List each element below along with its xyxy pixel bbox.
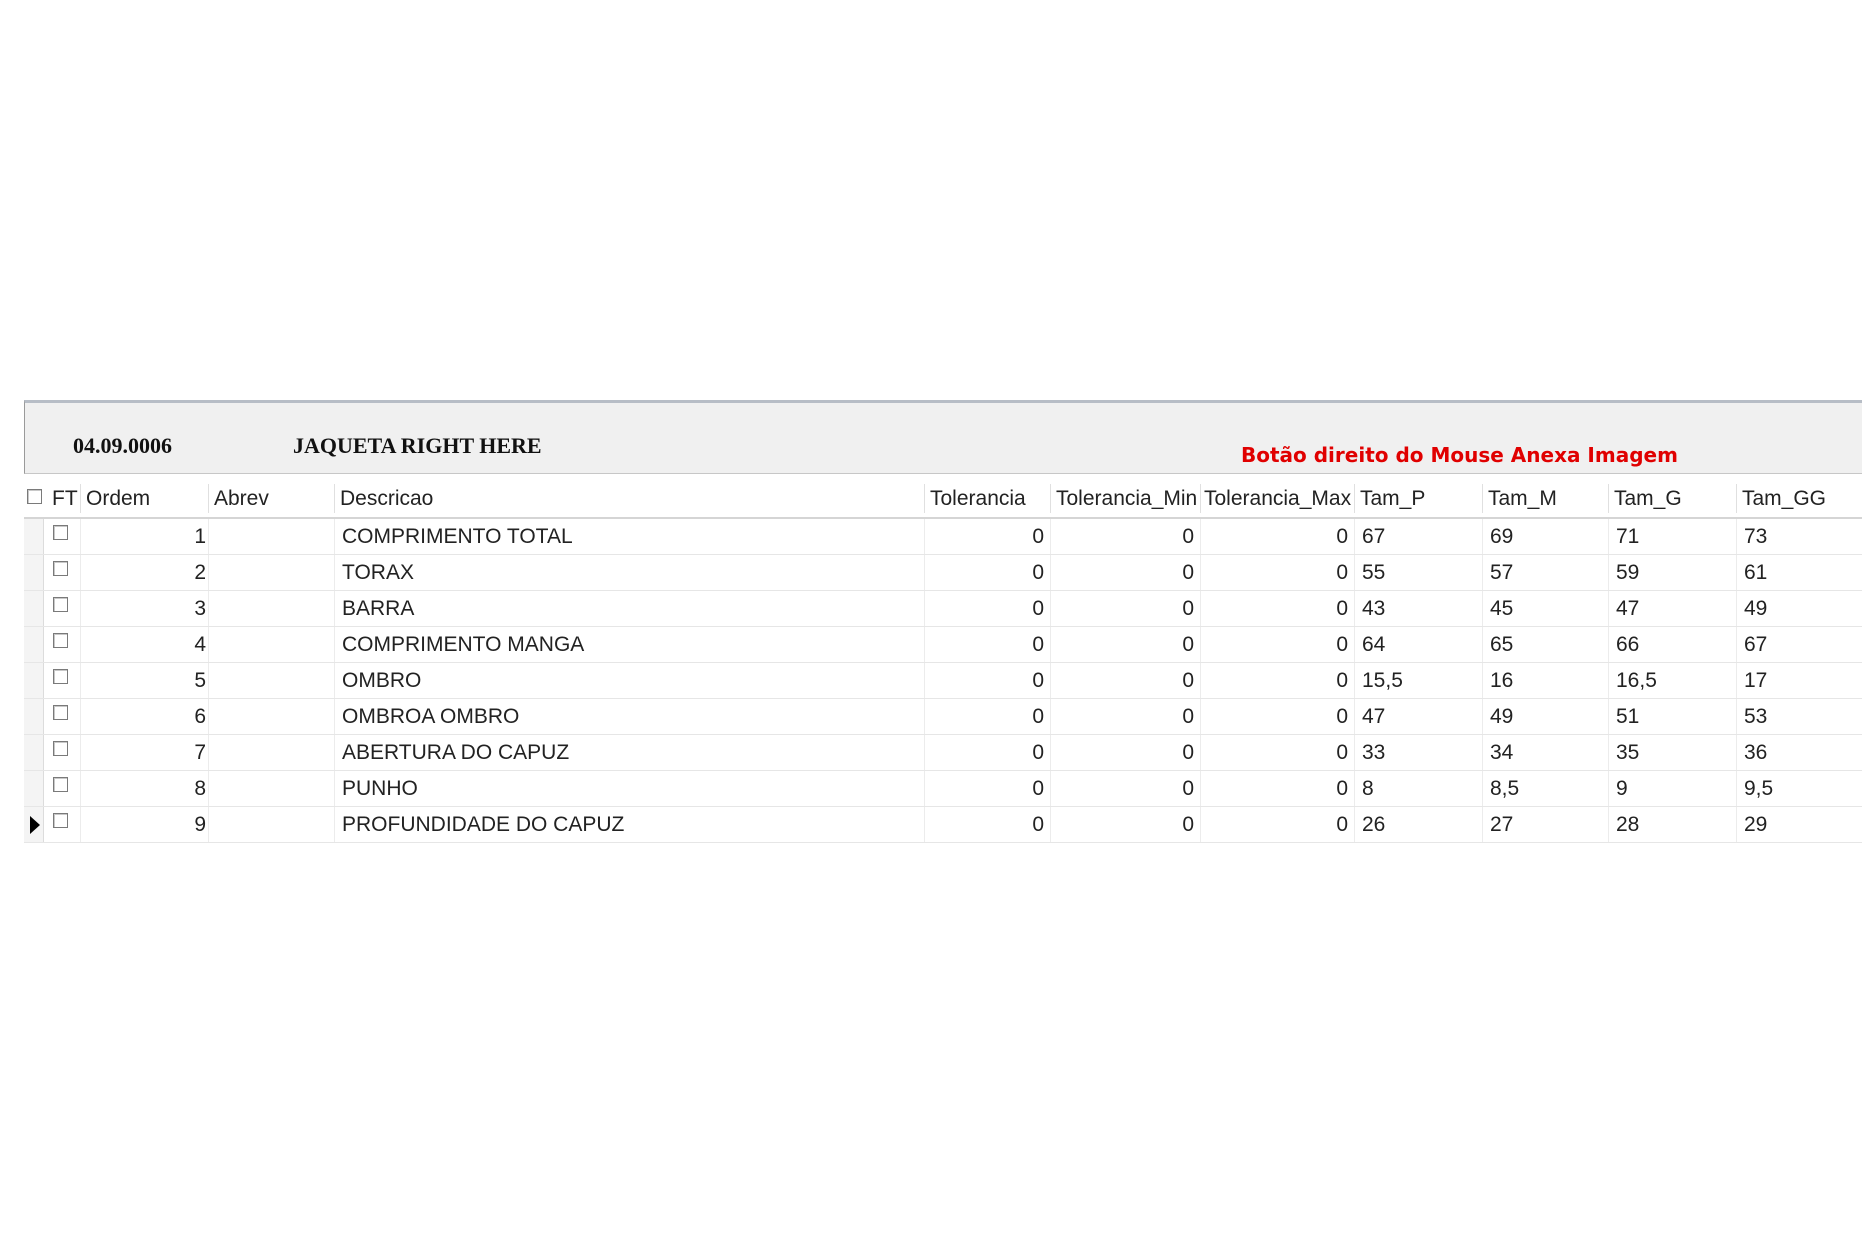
cell-tam-m[interactable]: 16 <box>1490 669 1514 692</box>
cell-tam-g[interactable]: 28 <box>1616 813 1640 836</box>
cell-tam-gg[interactable]: 67 <box>1744 633 1768 656</box>
cell-tolerancia[interactable]: 0 <box>1032 813 1044 836</box>
cell-tolerancia-min[interactable]: 0 <box>1182 561 1194 584</box>
cell-abrev[interactable] <box>214 735 330 770</box>
table-row[interactable] <box>24 663 1862 699</box>
cell-tolerancia-min[interactable]: 0 <box>1182 525 1194 548</box>
cell-abrev[interactable] <box>214 555 330 590</box>
cell-tolerancia-max[interactable]: 0 <box>1336 561 1348 584</box>
cell-tam-m[interactable]: 34 <box>1490 741 1514 764</box>
cell-tolerancia[interactable]: 0 <box>1032 525 1044 548</box>
cell-tam-gg[interactable]: 29 <box>1744 813 1768 836</box>
cell-tam-p[interactable]: 47 <box>1362 705 1386 728</box>
cell-tolerancia[interactable]: 0 <box>1032 669 1044 692</box>
cell-tolerancia-max[interactable]: 0 <box>1336 813 1348 836</box>
row-indicator[interactable] <box>24 555 44 590</box>
cell-descricao[interactable]: PROFUNDIDADE DO CAPUZ <box>342 813 625 836</box>
cell-abrev[interactable] <box>214 663 330 698</box>
column-header-ft[interactable]: FT <box>52 487 78 510</box>
cell-tam-g[interactable]: 59 <box>1616 561 1640 584</box>
cell-tam-g[interactable]: 66 <box>1616 633 1640 656</box>
cell-tam-m[interactable]: 49 <box>1490 705 1514 728</box>
column-header-ordem[interactable]: Ordem <box>86 487 151 510</box>
cell-descricao[interactable]: BARRA <box>342 597 415 620</box>
cell-tam-g[interactable]: 47 <box>1616 597 1640 620</box>
cell-tam-m[interactable]: 8,5 <box>1490 777 1520 800</box>
table-row[interactable] <box>24 519 1862 555</box>
cell-tolerancia-max[interactable]: 0 <box>1336 525 1348 548</box>
header-panel <box>24 400 1862 474</box>
table-row[interactable] <box>24 735 1862 771</box>
cell-tam-gg[interactable]: 49 <box>1744 597 1768 620</box>
cell-tam-m[interactable]: 65 <box>1490 633 1514 656</box>
cell-tam-p[interactable]: 15,5 <box>1362 669 1403 692</box>
cell-tam-p[interactable]: 67 <box>1362 525 1386 548</box>
column-header-tolerancia-max[interactable]: Tolerancia_Max <box>1204 487 1352 510</box>
row-indicator[interactable] <box>24 807 44 842</box>
cell-tolerancia-min[interactable]: 0 <box>1182 813 1194 836</box>
cell-tolerancia[interactable]: 0 <box>1032 561 1044 584</box>
column-header-abrev[interactable]: Abrev <box>214 487 269 510</box>
cell-tam-gg[interactable]: 36 <box>1744 741 1768 764</box>
ft-checkbox[interactable] <box>53 669 68 684</box>
table-row[interactable] <box>24 699 1862 735</box>
cell-tam-m[interactable]: 45 <box>1490 597 1514 620</box>
cell-ordem[interactable]: 6 <box>194 705 206 728</box>
cell-tolerancia-min[interactable]: 0 <box>1182 597 1194 620</box>
cell-ordem[interactable]: 4 <box>194 633 206 656</box>
ft-checkbox[interactable] <box>53 633 68 648</box>
cell-tam-g[interactable]: 71 <box>1616 525 1640 548</box>
cell-tam-gg[interactable]: 9,5 <box>1744 777 1774 800</box>
cell-tolerancia[interactable]: 0 <box>1032 741 1044 764</box>
cell-abrev[interactable] <box>214 591 330 626</box>
cell-abrev[interactable] <box>214 807 330 842</box>
cell-tam-m[interactable]: 27 <box>1490 813 1514 836</box>
ft-checkbox[interactable] <box>53 561 68 576</box>
cell-tolerancia[interactable]: 0 <box>1032 777 1044 800</box>
cell-tolerancia-max[interactable]: 0 <box>1336 597 1348 620</box>
column-header-tolerancia-min[interactable]: Tolerancia_Min <box>1056 487 1198 510</box>
attach-image-hint: Botão direito do Mouse Anexa Imagem <box>1241 443 1678 467</box>
cell-tolerancia-max[interactable]: 0 <box>1336 633 1348 656</box>
cell-tam-p[interactable]: 8 <box>1362 777 1374 800</box>
row-indicator[interactable] <box>24 771 44 806</box>
cell-tolerancia-min[interactable]: 0 <box>1182 633 1194 656</box>
ft-checkbox[interactable] <box>53 741 68 756</box>
table-row[interactable] <box>24 771 1862 807</box>
row-indicator[interactable] <box>24 591 44 626</box>
row-indicator[interactable] <box>24 663 44 698</box>
ft-checkbox[interactable] <box>53 813 68 828</box>
ft-checkbox[interactable] <box>53 705 68 720</box>
cell-ordem[interactable]: 7 <box>194 741 206 764</box>
cell-tam-p[interactable]: 26 <box>1362 813 1386 836</box>
cell-tolerancia-max[interactable]: 0 <box>1336 669 1348 692</box>
cell-descricao[interactable]: COMPRIMENTO MANGA <box>342 633 585 656</box>
product-code: 04.09.0006 <box>73 433 172 458</box>
cell-descricao[interactable]: ABERTURA DO CAPUZ <box>342 741 570 764</box>
column-header-tam-m[interactable]: Tam_M <box>1488 487 1557 510</box>
cell-tam-p[interactable]: 64 <box>1362 633 1386 656</box>
cell-tolerancia[interactable]: 0 <box>1032 705 1044 728</box>
cell-descricao[interactable]: OMBRO <box>342 669 422 692</box>
column-header-tam-gg[interactable]: Tam_GG <box>1742 487 1827 510</box>
cell-tam-gg[interactable]: 61 <box>1744 561 1768 584</box>
cell-tam-m[interactable]: 69 <box>1490 525 1514 548</box>
cell-tolerancia-min[interactable]: 0 <box>1182 741 1194 764</box>
cell-ordem[interactable]: 5 <box>194 669 206 692</box>
ft-checkbox[interactable] <box>53 777 68 792</box>
cell-tolerancia-min[interactable]: 0 <box>1182 669 1194 692</box>
cell-tam-m[interactable]: 57 <box>1490 561 1514 584</box>
cell-descricao[interactable]: OMBROA OMBRO <box>342 705 520 728</box>
cell-tam-g[interactable]: 51 <box>1616 705 1640 728</box>
cell-descricao[interactable]: COMPRIMENTO TOTAL <box>342 525 573 548</box>
cell-ordem[interactable]: 2 <box>194 561 206 584</box>
cell-tam-gg[interactable]: 73 <box>1744 525 1768 548</box>
cell-tam-p[interactable]: 33 <box>1362 741 1386 764</box>
cell-tam-gg[interactable]: 17 <box>1744 669 1768 692</box>
cell-tolerancia-min[interactable]: 0 <box>1182 777 1194 800</box>
row-indicator[interactable] <box>24 699 44 734</box>
row-indicator[interactable] <box>24 627 44 662</box>
cell-abrev[interactable] <box>214 627 330 662</box>
table-row[interactable] <box>24 591 1862 627</box>
cell-descricao[interactable]: TORAX <box>342 561 414 584</box>
row-indicator[interactable] <box>24 519 44 554</box>
product-name: JAQUETA RIGHT HERE <box>293 433 542 458</box>
measurement-grid <box>24 480 1862 843</box>
column-header-tam-g[interactable]: Tam_G <box>1614 487 1682 510</box>
column-header-tam-p[interactable]: Tam_P <box>1360 487 1426 510</box>
cell-ordem[interactable]: 9 <box>194 813 206 836</box>
table-row[interactable] <box>24 555 1862 591</box>
ft-checkbox[interactable] <box>53 525 68 540</box>
cell-tam-gg[interactable]: 53 <box>1744 705 1768 728</box>
cell-tolerancia-max[interactable]: 0 <box>1336 705 1348 728</box>
select-all-checkbox[interactable] <box>27 489 42 504</box>
cell-descricao[interactable]: PUNHO <box>342 777 418 800</box>
cell-ordem[interactable]: 1 <box>194 525 206 548</box>
cell-tolerancia-max[interactable]: 0 <box>1336 777 1348 800</box>
grid-header <box>24 480 1862 519</box>
ft-checkbox[interactable] <box>53 597 68 612</box>
cell-ordem[interactable]: 3 <box>194 597 206 620</box>
cell-tolerancia[interactable]: 0 <box>1032 633 1044 656</box>
cell-tam-g[interactable]: 9 <box>1616 777 1628 800</box>
cell-ordem[interactable]: 8 <box>194 777 206 800</box>
cell-tam-g[interactable]: 16,5 <box>1616 669 1657 692</box>
column-header-descricao[interactable]: Descricao <box>340 487 434 510</box>
cell-tam-g[interactable]: 35 <box>1616 741 1640 764</box>
cell-abrev[interactable] <box>214 519 330 554</box>
table-row[interactable] <box>24 807 1862 843</box>
table-row[interactable] <box>24 627 1862 663</box>
cell-tam-p[interactable]: 43 <box>1362 597 1386 620</box>
grid-body <box>24 519 1862 843</box>
cell-tolerancia-min[interactable]: 0 <box>1182 705 1194 728</box>
cell-tam-p[interactable]: 55 <box>1362 561 1386 584</box>
column-header-tolerancia[interactable]: Tolerancia <box>930 487 1026 510</box>
cell-tolerancia-max[interactable]: 0 <box>1336 741 1348 764</box>
cell-tolerancia[interactable]: 0 <box>1032 597 1044 620</box>
cell-abrev[interactable] <box>214 699 330 734</box>
row-indicator[interactable] <box>24 735 44 770</box>
current-row-arrow-icon <box>30 816 40 834</box>
cell-abrev[interactable] <box>214 771 330 806</box>
